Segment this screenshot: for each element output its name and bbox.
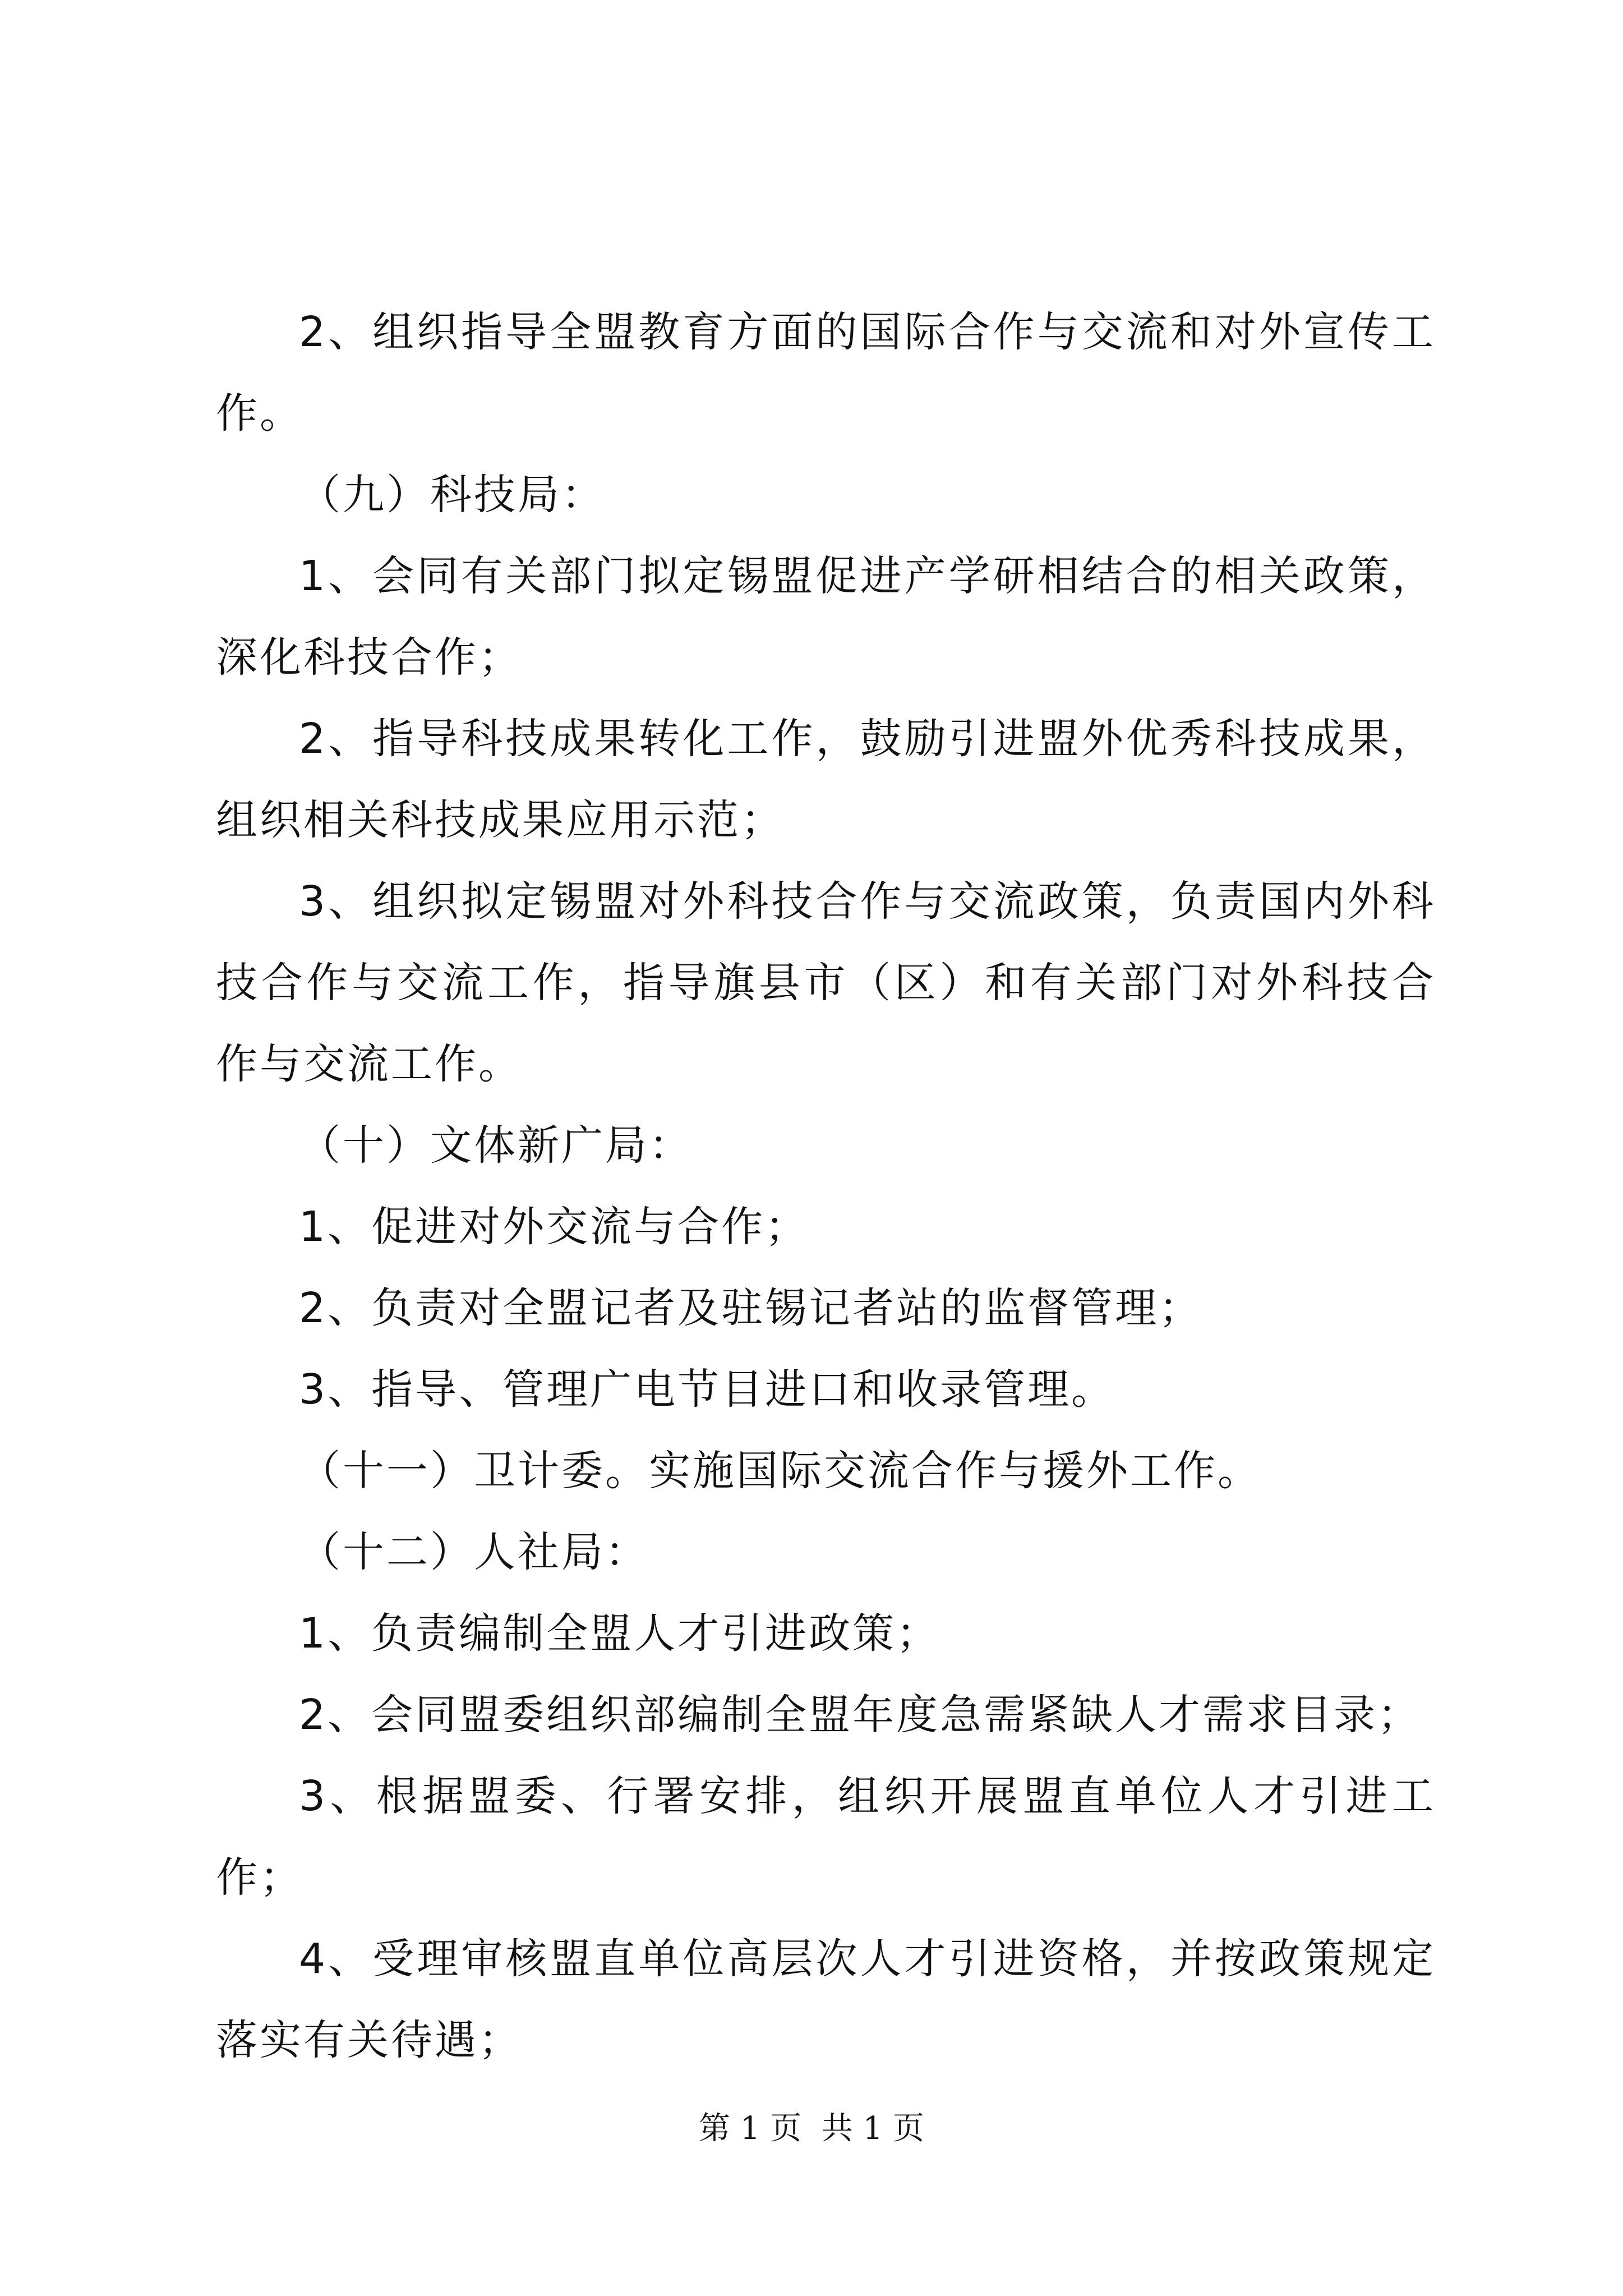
paragraph: 1、促进对外交流与合作； (299, 1203, 809, 1251)
section-heading: （十）文体新广局： (299, 1121, 693, 1170)
paragraph: 3、指导、管理广电节目进口和收录管理。 (299, 1365, 1115, 1414)
paragraph: 3、组织拟定锡盟对外科技合作与交流政策，负责国内外科技合作与交流工作，指导旗县市（区）和有关部门对外科技合作与交流工作。 (216, 877, 1436, 1088)
paragraph: 4、受理审核盟直单位高层次人才引进资格，并按政策规定落实有关待遇； (216, 1935, 1436, 2064)
section-heading: （十二）人社局： (299, 1528, 649, 1576)
paragraph: 2、组织指导全盟教育方面的国际合作与交流和对外宣传工作。 (216, 308, 1436, 438)
paragraph: 2、会同盟委组织部编制全盟年度急需紧缺人才需求目录； (299, 1691, 1422, 1739)
page-number-label: 第 1 页 共 1 页 (698, 2110, 925, 2147)
section-heading: （十一）卫计委。实施国际交流合作与援外工作。 (299, 1447, 1261, 1495)
paragraph: 1、会同有关部门拟定锡盟促进产学研相结合的相关政策，深化科技合作； (216, 552, 1436, 682)
document-body (216, 292, 1436, 2081)
section-heading: （九）科技局： (299, 471, 605, 519)
paragraph: 2、指导科技成果转化工作，鼓励引进盟外优秀科技成果，组织相关科技成果应用示范； (216, 715, 1436, 844)
paragraph: 2、负责对全盟记者及驻锡记者站的监督管理； (299, 1284, 1203, 1332)
paragraph: 3、根据盟委、行署安排，组织开展盟直单位人才引进工作； (216, 1772, 1436, 1902)
page-footer (0, 2109, 1623, 2148)
paragraph: 1、负责编制全盟人才引进政策； (299, 1609, 940, 1658)
